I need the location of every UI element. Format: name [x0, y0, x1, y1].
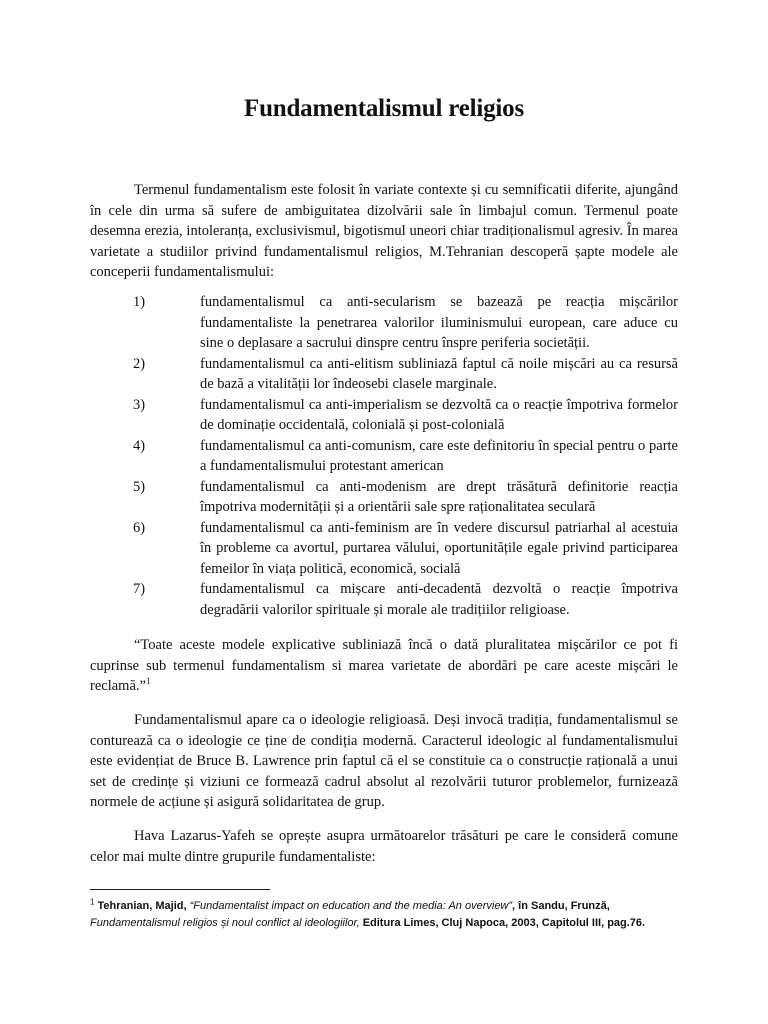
- list-item: [90, 354, 678, 395]
- list-item-text: fundamentalismul ca anti-modenism are drept trăsătură definitorie reacția împotriva modernității și a orientării sale spre raționalitatea seculară: [200, 478, 678, 515]
- paragraph-ideology: [90, 710, 678, 813]
- list-item-number: 4): [133, 437, 146, 454]
- paragraph-lazarus-text: Hava Lazarus-Yafeh se oprește asupra următoarelor trăsături pe care le consideră comune celor mai multe dintre grupurile fundamentaliste:: [90, 828, 678, 865]
- footnote: [90, 898, 690, 932]
- list-item-text: fundamentalismul ca anti-secularism se bazează pe reacția mișcărilor fundamentaliste la penetrarea valorilor iluminismului european, care aduce cu sine o deplasare a sacrului dinspre centru înspre periferia societății.: [200, 294, 678, 351]
- page-title: Fundamentalismul religios: [244, 95, 524, 122]
- list-item-number: 1): [133, 294, 146, 310]
- paragraph-quote: [90, 635, 678, 697]
- paragraph-quote-text: “Toate aceste modele explicative subliniază încă o dată pluralitatea mișcărilor ce pot fi cuprinse sub termenul fundamentalism si marea varietate de abordări pe care aceste mișcări le reclamă.”: [90, 637, 678, 694]
- footnote-in: , în Sandu, Frunză,: [512, 900, 610, 912]
- paragraph-intro: [90, 180, 678, 283]
- list-item-number: 3): [133, 396, 146, 413]
- footnote-reference[interactable]: 1: [145, 676, 151, 687]
- footnote-author: Tehranian, Majid,: [97, 900, 187, 912]
- list-item: [90, 477, 678, 518]
- list-item: [90, 292, 678, 354]
- footnote-publisher: Editura Limes, Cluj Napoca, 2003, Capitolul III, pag.76.: [359, 917, 646, 929]
- footnote-number: 1: [90, 897, 95, 907]
- list-item-number: 6): [133, 519, 146, 536]
- list-item: [90, 579, 678, 620]
- list-item-number: 2): [133, 355, 146, 372]
- paragraph-lazarus: [90, 826, 678, 867]
- paragraph-ideology-text: Fundamentalismul apare ca o ideologie religioasă. Deși invocă tradiția, fundamentalismul se conturează ca o ideologie ce ține de condiția modernă. Caracterul ideologic al fundamentalismului este evidențiat de Bruce B. Lawrence prin faptul că el se constituie ca o construcție rațională a unui set de credințe și viziuni ce formează cadrul absolut al rezolvării tuturor problemelor, furnizează normele de acțiune și asigură solidaritatea de grup.: [90, 712, 678, 810]
- models-list: [90, 292, 678, 620]
- footnote-divider: [90, 889, 270, 890]
- list-item-text: fundamentalismul ca anti-comunism, care este definitoriu în special pentru o parte a fundamentalismului protestant american: [200, 437, 678, 474]
- list-item-text: fundamentalismul ca anti-imperialism se dezvoltă ca o reacție împotriva formelor de dominație occidentală, colonială și post-colonială: [200, 396, 678, 433]
- footnote-book: Fundamentalismul religios și noul conflict al ideologiilor,: [90, 917, 360, 929]
- list-item-text: fundamentalismul ca anti-feminism are în vedere discursul patriarhal al acestuia în probleme ca avortul, purtarea vălului, oportunitățile egale privind participarea femeilor în viața politică, economică, socială: [200, 519, 678, 577]
- list-item: [90, 395, 678, 436]
- list-item-text: fundamentalismul ca mișcare anti-decadentă dezvoltă o reacție împotriva degradării valorilor spirituale și morale ale tradițiilor religioase.: [200, 581, 678, 618]
- list-item: [90, 518, 678, 580]
- paragraph-intro-text: Termenul fundamentalism este folosit în variate contexte și cu semnificatii diferite, ajungând în cele din urma să sufere de ambiguitatea dizolvării sale în limbajul comun. Termenul poate desemna erezia, intoleranța, exclusivismul, bigotismul uneori chiar tradiționalismul agresiv. În marea varietate a studiilor privind fundamentalismul religios, M.Tehranian descoperă șapte modele ale conceperii fundamentalismului:: [90, 182, 678, 280]
- list-item-number: 7): [133, 581, 146, 597]
- list-item-number: 5): [133, 478, 146, 495]
- list-item: [90, 436, 678, 477]
- list-item-text: fundamentalismul ca anti-elitism subliniază faptul că noile mișcări au ca resursă de bază a vitalității lor îndeosebi clasele marginale.: [200, 355, 678, 392]
- footnote-article: “Fundamentalist impact on education and the media: An overview”: [189, 900, 513, 912]
